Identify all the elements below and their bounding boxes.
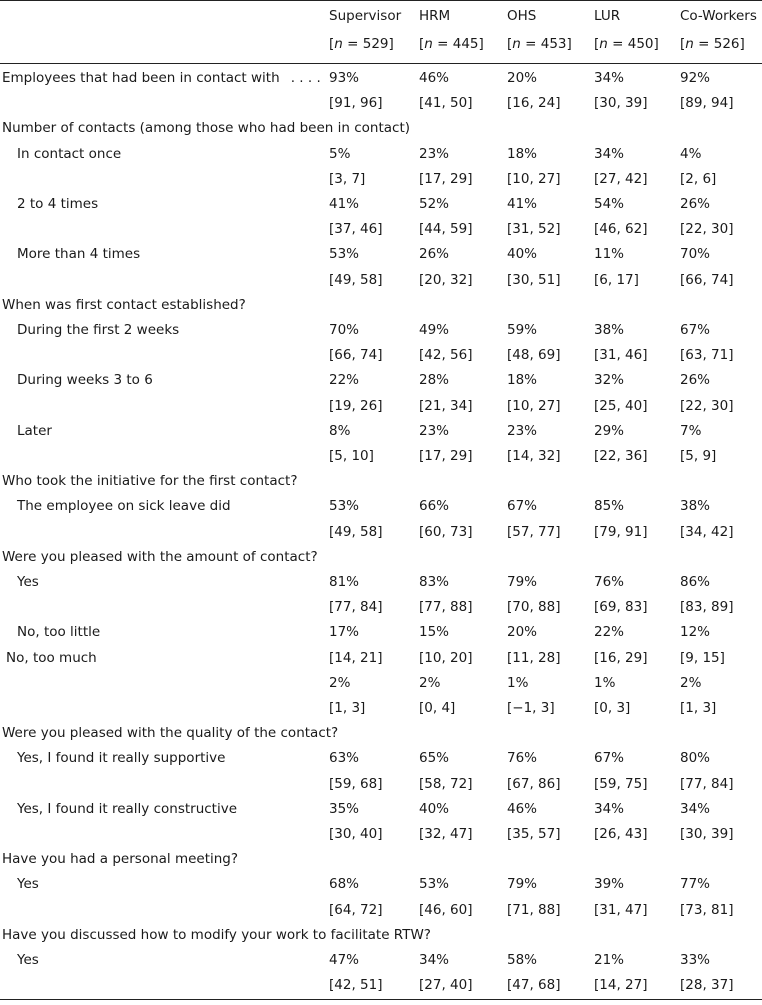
table-cell: 15% <box>419 624 450 641</box>
col-header-name: HRM <box>419 8 451 24</box>
table-cell: 26% <box>419 246 450 263</box>
row-label: More than 4 times <box>17 246 141 263</box>
table-row <box>0 520 762 545</box>
table-cell: [59, 68] <box>329 775 383 792</box>
table-cell: 20% <box>507 624 538 641</box>
table-row <box>0 116 762 141</box>
table-cell: [48, 69] <box>507 347 561 364</box>
table-cell: 20% <box>507 70 538 86</box>
table-cell: [16, 29] <box>594 649 648 666</box>
table-cell: [0, 3] <box>594 700 631 716</box>
table-cell: [35, 57] <box>507 826 561 842</box>
col-header-n: [n = 445] <box>419 36 484 52</box>
table-cell: [1, 3] <box>329 700 366 716</box>
table-cell: [14, 27] <box>594 977 648 994</box>
table-cell: 52% <box>419 196 450 212</box>
table-row <box>0 444 762 469</box>
table-cell: [63, 71] <box>680 347 734 364</box>
table-cell: [32, 47] <box>419 826 473 842</box>
table-cell: 40% <box>419 800 450 817</box>
table-cell: [26, 43] <box>594 826 648 842</box>
table-cell: 33% <box>680 952 711 968</box>
table-row <box>0 217 762 242</box>
table-cell: [14, 32] <box>507 448 561 464</box>
table-cell: 1% <box>594 674 616 691</box>
table-cell: 47% <box>329 952 360 968</box>
table-row <box>0 772 762 797</box>
table-cell: 2% <box>329 674 351 691</box>
table-row <box>0 646 762 671</box>
n-symbol: n <box>599 36 608 52</box>
table-cell: 41% <box>329 196 360 212</box>
table-cell: [27, 40] <box>419 977 473 994</box>
table-cell: 53% <box>329 498 360 515</box>
table-row <box>0 923 762 948</box>
col-header-name: Supervisor <box>329 8 402 24</box>
row-label: During the first 2 weeks <box>17 322 180 338</box>
col-header-name: OHS <box>507 8 537 24</box>
n-value: 526 <box>713 36 740 52</box>
table-row <box>0 696 762 721</box>
table-cell: [34, 42] <box>680 523 734 540</box>
table-cell: [70, 88] <box>507 599 561 616</box>
table-cell: 76% <box>507 750 538 767</box>
table-cell: 2% <box>680 674 702 691</box>
table-row <box>0 746 762 771</box>
table-cell: [66, 74] <box>680 271 734 288</box>
table-cell: [41, 50] <box>419 95 473 112</box>
table-cell: 22% <box>329 372 360 389</box>
row-label: Were you pleased with the amount of contact? <box>2 548 318 565</box>
table-cell: [6, 17] <box>594 271 639 288</box>
table-row <box>0 293 762 318</box>
table-cell: [69, 83] <box>594 599 648 616</box>
table-cell: 67% <box>680 322 711 338</box>
table-row <box>0 847 762 872</box>
table-cell: [46, 62] <box>594 221 648 238</box>
table-cell: [10, 27] <box>507 170 561 187</box>
table-cell: [31, 46] <box>594 347 648 364</box>
table-cell: 34% <box>594 800 625 817</box>
row-label: No, too little <box>17 624 101 641</box>
table-cell: 5% <box>329 145 351 162</box>
table-cell: [22, 30] <box>680 397 734 414</box>
table-cell: [67, 86] <box>507 775 561 792</box>
table-cell: [91, 96] <box>329 95 383 112</box>
table-row <box>0 419 762 444</box>
row-label: Yes <box>17 952 39 968</box>
table-cell: [−1, 3] <box>507 700 555 716</box>
table-cell: 28% <box>419 372 450 389</box>
table-cell: 23% <box>419 422 450 439</box>
table-cell: 26% <box>680 196 711 212</box>
table-cell: 11% <box>594 246 625 263</box>
table-row <box>0 91 762 116</box>
table-row <box>0 545 762 570</box>
table-row <box>0 872 762 897</box>
table-cell: [25, 40] <box>594 397 648 414</box>
table-cell: 83% <box>419 574 450 590</box>
row-label: Who took the initiative for the first contact? <box>2 473 298 490</box>
table-cell: 40% <box>507 246 538 263</box>
table-cell: 92% <box>680 70 711 86</box>
row-label: In contact once <box>17 145 122 162</box>
table-cell: [5, 10] <box>329 448 374 464</box>
table-row <box>0 570 762 595</box>
table-row <box>0 595 762 620</box>
row-label: During weeks 3 to 6 <box>17 372 153 389</box>
col-header-n: [n = 529] <box>329 36 394 52</box>
table-cell: 63% <box>329 750 360 767</box>
table-cell: 67% <box>507 498 538 515</box>
table-row <box>0 469 762 494</box>
table-cell: 93% <box>329 70 360 86</box>
table-cell: [77, 84] <box>680 775 734 792</box>
table-cell: [59, 75] <box>594 775 648 792</box>
table-cell: 39% <box>594 876 625 893</box>
table-cell: [47, 68] <box>507 977 561 994</box>
table-cell: 22% <box>594 624 625 641</box>
table-cell: 46% <box>507 800 538 817</box>
table-cell: 18% <box>507 145 538 162</box>
table-cell: 2% <box>419 674 441 691</box>
table-top-rule <box>0 0 762 1</box>
table-cell: [30, 51] <box>507 271 561 288</box>
table-row <box>0 494 762 519</box>
table-row <box>0 66 762 91</box>
table-cell: 18% <box>507 372 538 389</box>
table-cell: [17, 29] <box>419 170 473 187</box>
row-label: Yes, I found it really supportive <box>17 750 226 767</box>
table-cell: [71, 88] <box>507 901 561 918</box>
table-cell: 1% <box>507 674 529 691</box>
table-cell: 65% <box>419 750 450 767</box>
table-row <box>0 142 762 167</box>
table-row <box>0 394 762 419</box>
row-label: Employees that had been in contact with . . . . <box>2 70 321 86</box>
table-cell: [14, 21] <box>329 649 383 666</box>
table-row <box>0 797 762 822</box>
table-row <box>0 242 762 267</box>
n-value: 529 <box>362 36 389 52</box>
table-row <box>0 898 762 923</box>
n-symbol: n <box>424 36 433 52</box>
table-cell: 58% <box>507 952 538 968</box>
table-row <box>0 167 762 192</box>
table-cell: [5, 9] <box>680 448 717 464</box>
n-value: 453 <box>540 36 567 52</box>
table-row <box>0 948 762 973</box>
table-header <box>0 4 762 60</box>
table-cell: 4% <box>680 145 702 162</box>
table-cell: 77% <box>680 876 711 893</box>
table-cell: 53% <box>329 246 360 263</box>
table-cell: [77, 84] <box>329 599 383 616</box>
col-header-name: Co-Workers <box>680 8 757 24</box>
table-cell: 76% <box>594 574 625 590</box>
table-row <box>0 318 762 343</box>
table-cell: [49, 58] <box>329 271 383 288</box>
row-label: When was first contact established? <box>2 296 246 313</box>
table-cell: 49% <box>419 322 450 338</box>
table-cell: [16, 24] <box>507 95 561 112</box>
table-cell: [89, 94] <box>680 95 734 112</box>
table-cell: 34% <box>594 70 625 86</box>
table-cell: [10, 27] <box>507 397 561 414</box>
table-cell: 26% <box>680 372 711 389</box>
row-label: Yes <box>17 574 39 590</box>
table-cell: [42, 51] <box>329 977 383 994</box>
row-label: Have you discussed how to modify your work to facilitate RTW? <box>2 926 431 943</box>
table-cell: [17, 29] <box>419 448 473 464</box>
table-cell: 29% <box>594 422 625 439</box>
table-cell: 8% <box>329 422 351 439</box>
table-cell: 34% <box>680 800 711 817</box>
table-cell: 46% <box>419 70 450 86</box>
table-cell: 32% <box>594 372 625 389</box>
table-cell: 7% <box>680 422 702 439</box>
table-row <box>0 620 762 645</box>
table-cell: [20, 32] <box>419 271 473 288</box>
table-cell: 23% <box>507 422 538 439</box>
row-label: Yes <box>17 876 39 893</box>
table-cell: [27, 42] <box>594 170 648 187</box>
table-cell: [1, 3] <box>680 700 717 716</box>
table-cell: 85% <box>594 498 625 515</box>
table-row <box>0 671 762 696</box>
table-cell: [28, 37] <box>680 977 734 994</box>
table-cell: 53% <box>419 876 450 893</box>
table-cell: 68% <box>329 876 360 893</box>
table-cell: 79% <box>507 876 538 893</box>
table-cell: [2, 6] <box>680 170 717 187</box>
table-cell: 70% <box>680 246 711 263</box>
n-value: 445 <box>452 36 479 52</box>
table-cell: [21, 34] <box>419 397 473 414</box>
row-label: Later <box>17 422 52 439</box>
table-cell: 54% <box>594 196 625 212</box>
row-label: Have you had a personal meeting? <box>2 851 239 868</box>
table-cell: [66, 74] <box>329 347 383 364</box>
table-cell: [49, 58] <box>329 523 383 540</box>
table-cell: [77, 88] <box>419 599 473 616</box>
table-cell: 80% <box>680 750 711 767</box>
table-header-rule <box>0 63 762 64</box>
col-header-n: [n = 450] <box>594 36 659 52</box>
table-cell: [83, 89] <box>680 599 734 616</box>
table-cell: [10, 20] <box>419 649 473 666</box>
table-cell: [31, 47] <box>594 901 648 918</box>
row-label: The employee on sick leave did <box>17 498 231 515</box>
table-cell: [22, 30] <box>680 221 734 238</box>
table-cell: 67% <box>594 750 625 767</box>
table-cell: [30, 40] <box>329 826 383 842</box>
table-cell: 41% <box>507 196 538 212</box>
table-cell: 12% <box>680 624 711 641</box>
table-cell: 38% <box>594 322 625 338</box>
table-cell: [73, 81] <box>680 901 734 918</box>
n-symbol: n <box>512 36 521 52</box>
row-label: Were you pleased with the quality of the contact? <box>2 725 339 742</box>
table-row <box>0 721 762 746</box>
table-cell: 35% <box>329 800 360 817</box>
n-value: 450 <box>627 36 654 52</box>
table-row <box>0 343 762 368</box>
table-cell: [57, 77] <box>507 523 561 540</box>
row-label: Yes, I found it really constructive <box>17 800 238 817</box>
col-header-n: [n = 526] <box>680 36 745 52</box>
table-cell: [64, 72] <box>329 901 383 918</box>
table-cell: 17% <box>329 624 360 641</box>
table-cell: [58, 72] <box>419 775 473 792</box>
n-symbol: n <box>685 36 694 52</box>
table-cell: 34% <box>419 952 450 968</box>
table-cell: [9, 15] <box>680 649 725 666</box>
table-cell: 21% <box>594 952 625 968</box>
table-cell: [22, 36] <box>594 448 648 464</box>
table-cell: [19, 26] <box>329 397 383 414</box>
table-row <box>0 822 762 847</box>
table-cell: 23% <box>419 145 450 162</box>
table-cell: 79% <box>507 574 538 590</box>
table-row <box>0 192 762 217</box>
table-cell: 66% <box>419 498 450 515</box>
table-cell: 59% <box>507 322 538 338</box>
table-cell: [60, 73] <box>419 523 473 540</box>
table-cell: [30, 39] <box>680 826 734 842</box>
table-cell: [44, 59] <box>419 221 473 238</box>
table-cell: [46, 60] <box>419 901 473 918</box>
row-label: No, too much <box>6 649 97 666</box>
table-cell: 34% <box>594 145 625 162</box>
table-cell: [30, 39] <box>594 95 648 112</box>
table-cell: [42, 56] <box>419 347 473 364</box>
col-header-n: [n = 453] <box>507 36 572 52</box>
n-symbol: n <box>334 36 343 52</box>
table-cell: [0, 4] <box>419 700 456 716</box>
col-header-name: LUR <box>594 8 621 24</box>
table-cell: 86% <box>680 574 711 590</box>
table-cell: [79, 91] <box>594 523 648 540</box>
table-cell: 38% <box>680 498 711 515</box>
table-cell: 81% <box>329 574 360 590</box>
table-cell: [11, 28] <box>507 649 561 666</box>
row-label: 2 to 4 times <box>17 196 99 212</box>
table-row <box>0 973 762 998</box>
table-cell: 70% <box>329 322 360 338</box>
row-label: Number of contacts (among those who had been in contact) <box>2 120 411 137</box>
table-row <box>0 268 762 293</box>
table-cell: [31, 52] <box>507 221 561 238</box>
table-row <box>0 368 762 393</box>
table-cell: [3, 7] <box>329 170 366 187</box>
table-cell: [37, 46] <box>329 221 383 238</box>
table-bottom-rule <box>0 999 762 1000</box>
